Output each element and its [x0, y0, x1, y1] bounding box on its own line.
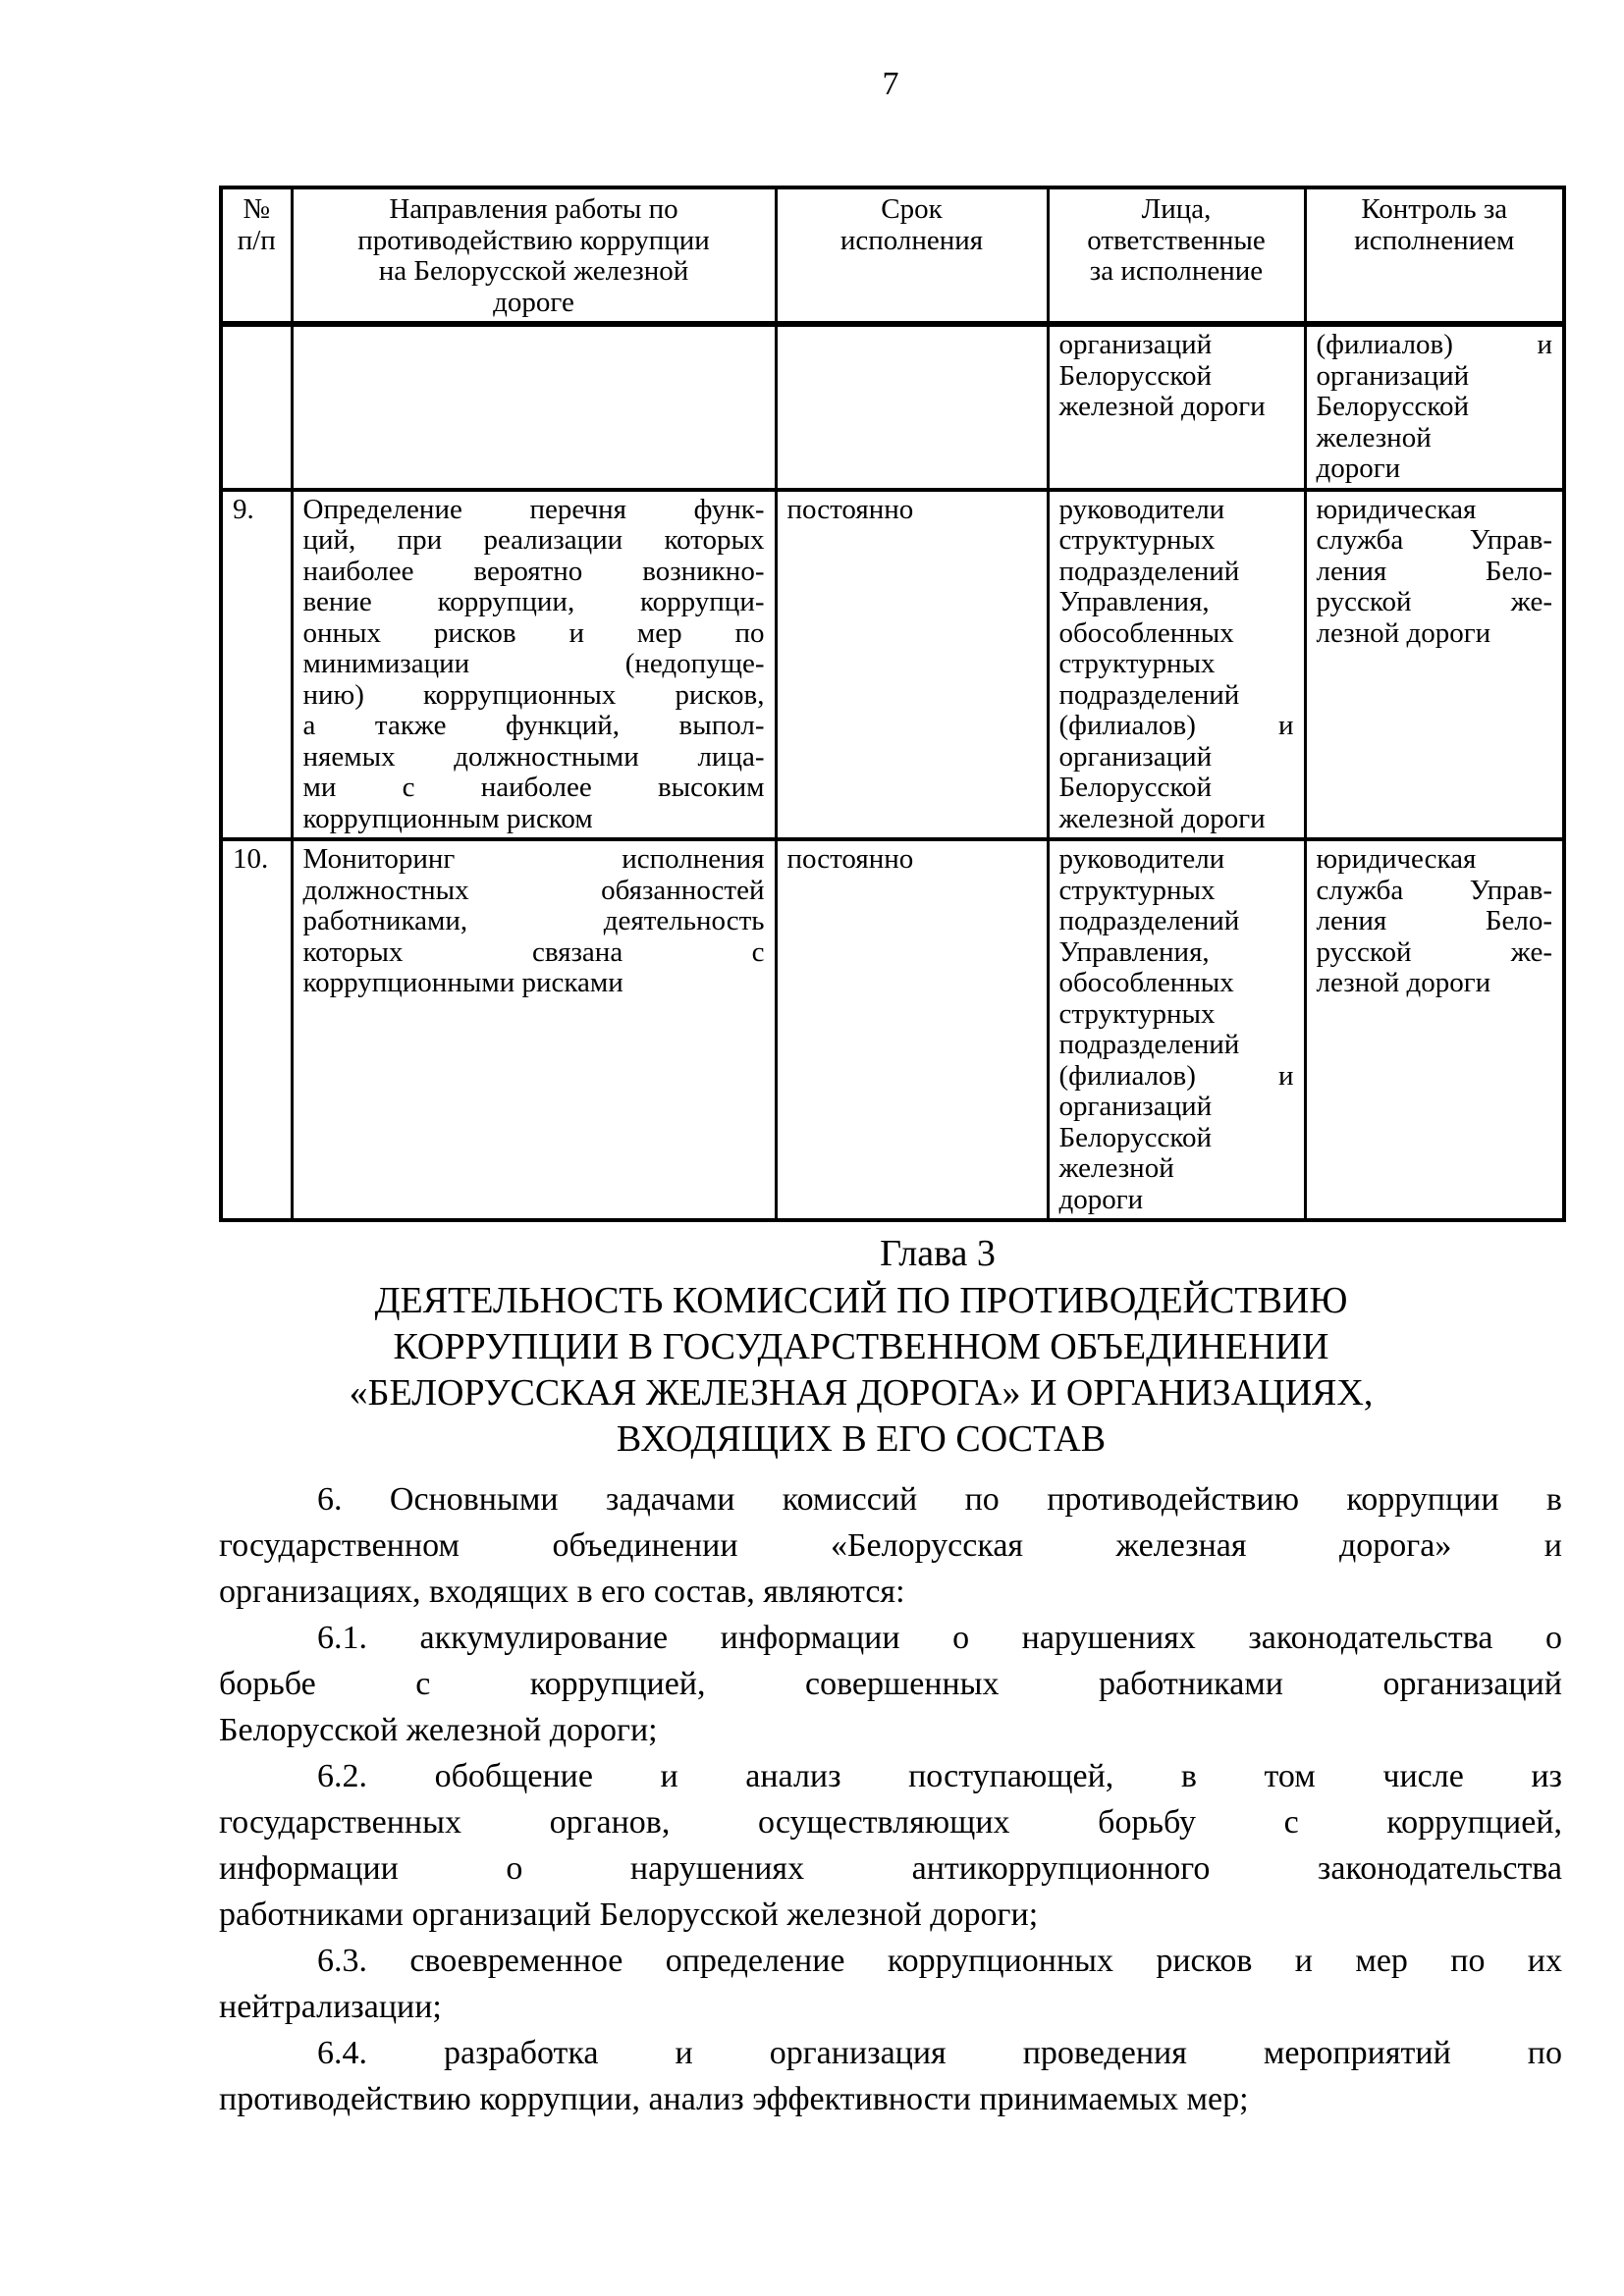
- cell-control: (филиалов) и организаций Белорусской железной дороги: [1305, 324, 1564, 490]
- cell-direction: Мониторинг исполнения должностных обязанностей работниками, деятельность которых связана с коррупционными рисками: [292, 839, 776, 1220]
- column-header-persons: Лица, ответственные за исполнение: [1048, 187, 1305, 324]
- cell-direction: [292, 324, 776, 490]
- cell-control: юридическая служба Управ- ления Бело- русской же- лезной дороги: [1305, 490, 1564, 840]
- cell-control: юридическая служба Управ- ления Бело- русской же- лезной дороги: [1305, 839, 1564, 1220]
- paragraph-6-4: 6.4. разработка и организация проведения мероприятий по противодействию коррупции, анализ эффективности принимаемых мер;: [219, 2035, 1562, 2117]
- cell-direction: Определение перечня функ- ций, при реализации которых наиболее вероятно возникно- вение коррупции, коррупци- онных рисков и мер по минимизации (недопуще- нию) коррупционных рисков, а также функций, выпол- няемых должностными лица- ми с наиболее высоким коррупционным риском: [292, 490, 776, 840]
- chapter-title: ДЕЯТЕЛЬНОСТЬ КОМИССИЙ ПО ПРОТИВОДЕЙСТВИЮ КОРРУПЦИИ В ГОСУДАРСТВЕННОМ ОБЪЕДИНЕНИИ «БЕЛОРУССКАЯ ЖЕЛЕЗНАЯ ДОРОГА» И ОРГАНИЗАЦИЯХ, ВХОДЯЩИХ В ЕГО СОСТАВ: [349, 1280, 1374, 1460]
- column-header-control: Контроль за исполнением: [1305, 187, 1564, 324]
- anticorruption-work-table: [219, 186, 1566, 1222]
- cell-persons: руководители структурных подразделений Управления, обособленных структурных подразделений (филиалов) и организаций Белорусской железной дороги: [1048, 490, 1305, 840]
- table-header-row: [221, 187, 1564, 324]
- column-header-term: Срок исполнения: [776, 187, 1048, 324]
- paragraph-6-1: 6.1. аккумулирование информации о нарушениях законодательства о борьбе с коррупцией, совершенных работниками организаций Белорусской железной дороги;: [219, 1620, 1562, 1748]
- table-row-continuation: [221, 324, 1564, 490]
- paragraph-6-2: 6.2. обобщение и анализ поступающей, в том числе из государственных органов, осуществляющих борьбу с коррупцией, информации о нарушениях антикоррупционного законодательства работниками организаций Белорусской железной дороги;: [219, 1758, 1562, 1933]
- column-header-directions: Направления работы по противодействию коррупции на Белорусской железной дороге: [292, 187, 776, 324]
- table-row-10: [221, 839, 1564, 1220]
- cell-num: 9.: [221, 490, 292, 840]
- page-number: 7: [882, 66, 899, 102]
- cell-term: постоянно: [776, 490, 1048, 840]
- cell-persons: руководители структурных подразделений Управления, обособленных структурных подразделений (филиалов) и организаций Белорусской железной дороги: [1048, 839, 1305, 1220]
- cell-num: 10.: [221, 839, 292, 1220]
- chapter-label: Глава 3: [880, 1233, 996, 1274]
- paragraph-6: 6. Основными задачами комиссий по противодействию коррупции в государственном объединении «Белорусская железная дорога» и организациях, входящих в его состав, являются:: [219, 1481, 1562, 1610]
- cell-persons: организаций Белорусской железной дороги: [1048, 324, 1305, 490]
- cell-term: постоянно: [776, 839, 1048, 1220]
- chapter-3-section: [219, 1229, 1562, 2122]
- paragraph-6-3: 6.3. своевременное определение коррупционных рисков и мер по их нейтрализации;: [219, 1943, 1562, 2025]
- cell-term: [776, 324, 1048, 490]
- cell-num: [221, 324, 292, 490]
- column-header-num: № п/п: [221, 187, 292, 324]
- table-row-9: [221, 490, 1564, 840]
